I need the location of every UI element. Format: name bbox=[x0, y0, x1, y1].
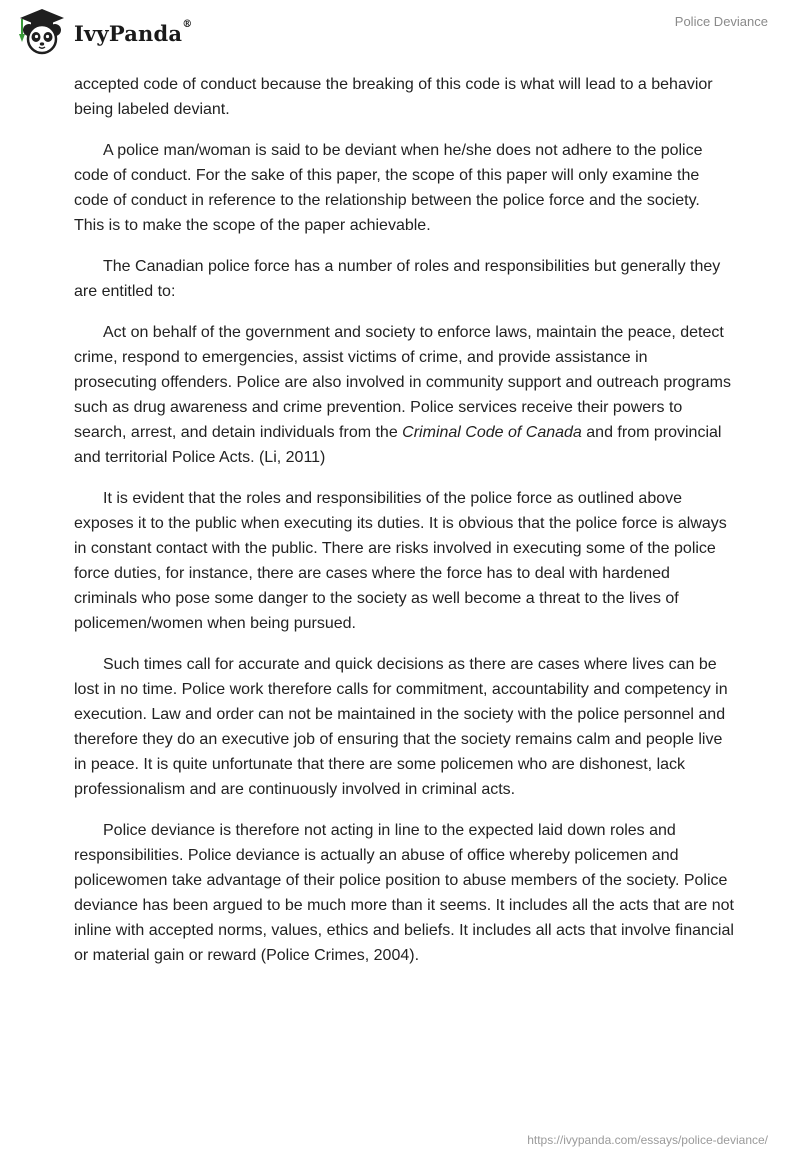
paragraph: accepted code of conduct because the breaking of this code is what will lead to a behavior being labeled deviant. bbox=[74, 76, 713, 118]
quote-text-end: and from provincial and territorial Police Acts. (Li, 2011) bbox=[74, 424, 722, 466]
quote-text: Act on behalf of the government and society to enforce laws, maintain the peace, detect crime, respond to emergencies, assist victims of crime, and provide assistance in prosecuting offenders. Police are also involved in community support and outreach programs such as drug awareness and crime prevention. Police services receive their powers to search, arrest, and detain individuals from the bbox=[74, 324, 731, 441]
paragraph: The Canadian police force has a number of roles and responsibilities but generally they are entitled to: bbox=[74, 258, 721, 300]
paragraph: Police deviance is therefore not acting in line to the expected laid down roles and responsibilities. Police deviance is actually an abuse of office whereby policemen and policewomen take advantage of their police position to abuse members of the society. Police deviance has been argued to be much more than it seems. It includes all the acts that are not inline with accepted norms, values, ethics and beliefs. It includes all acts that involve financial or material gain or reward (Police Crimes, 2004). bbox=[74, 822, 734, 964]
panda-graduate-icon bbox=[14, 6, 70, 56]
brand-name: IvyPanda® bbox=[74, 18, 193, 46]
registered-mark: ® bbox=[182, 18, 193, 30]
source-url[interactable]: https://ivypanda.com/essays/police-deviance/ bbox=[527, 1133, 768, 1147]
page-header bbox=[0, 0, 800, 70]
essay-body bbox=[74, 72, 734, 984]
paragraph: Such times call for accurate and quick decisions as there are cases where lives can be lost in no time. Police work therefore calls for commitment, accountability and competency in execution. Law and order can not be maintained in the society with the police personnel and therefore they do an executive job of ensuring that the society remains calm and people live in peace. It is quite unfortunate that there are some policemen who are dishonest, lack professionalism and are continuously involved in criminal acts. bbox=[74, 656, 728, 798]
paragraph: It is evident that the roles and responsibilities of the police force as outlined above exposes it to the public when executing its duties. It is obvious that the police force is always in constant contact with the public. There are risks involved in executing some of the police force duties, for instance, there are cases where the force has to deal with hardened criminals who pose some danger to the society as well become a threat to the lives of policemen/women when being pursued. bbox=[74, 490, 727, 632]
document-title: Police Deviance bbox=[674, 14, 768, 29]
paragraph: A police man/woman is said to be deviant when he/she does not adhere to the police code of conduct. For the sake of this paper, the scope of this paper will only examine the code of conduct in reference to the relationship between the police force and the society. This is to make the scope of the paper achievable. bbox=[74, 142, 703, 234]
ivypanda-logo[interactable] bbox=[14, 6, 192, 56]
block-quote-paragraph bbox=[74, 320, 734, 470]
cited-work-title: Criminal Code of Canada bbox=[402, 424, 582, 441]
